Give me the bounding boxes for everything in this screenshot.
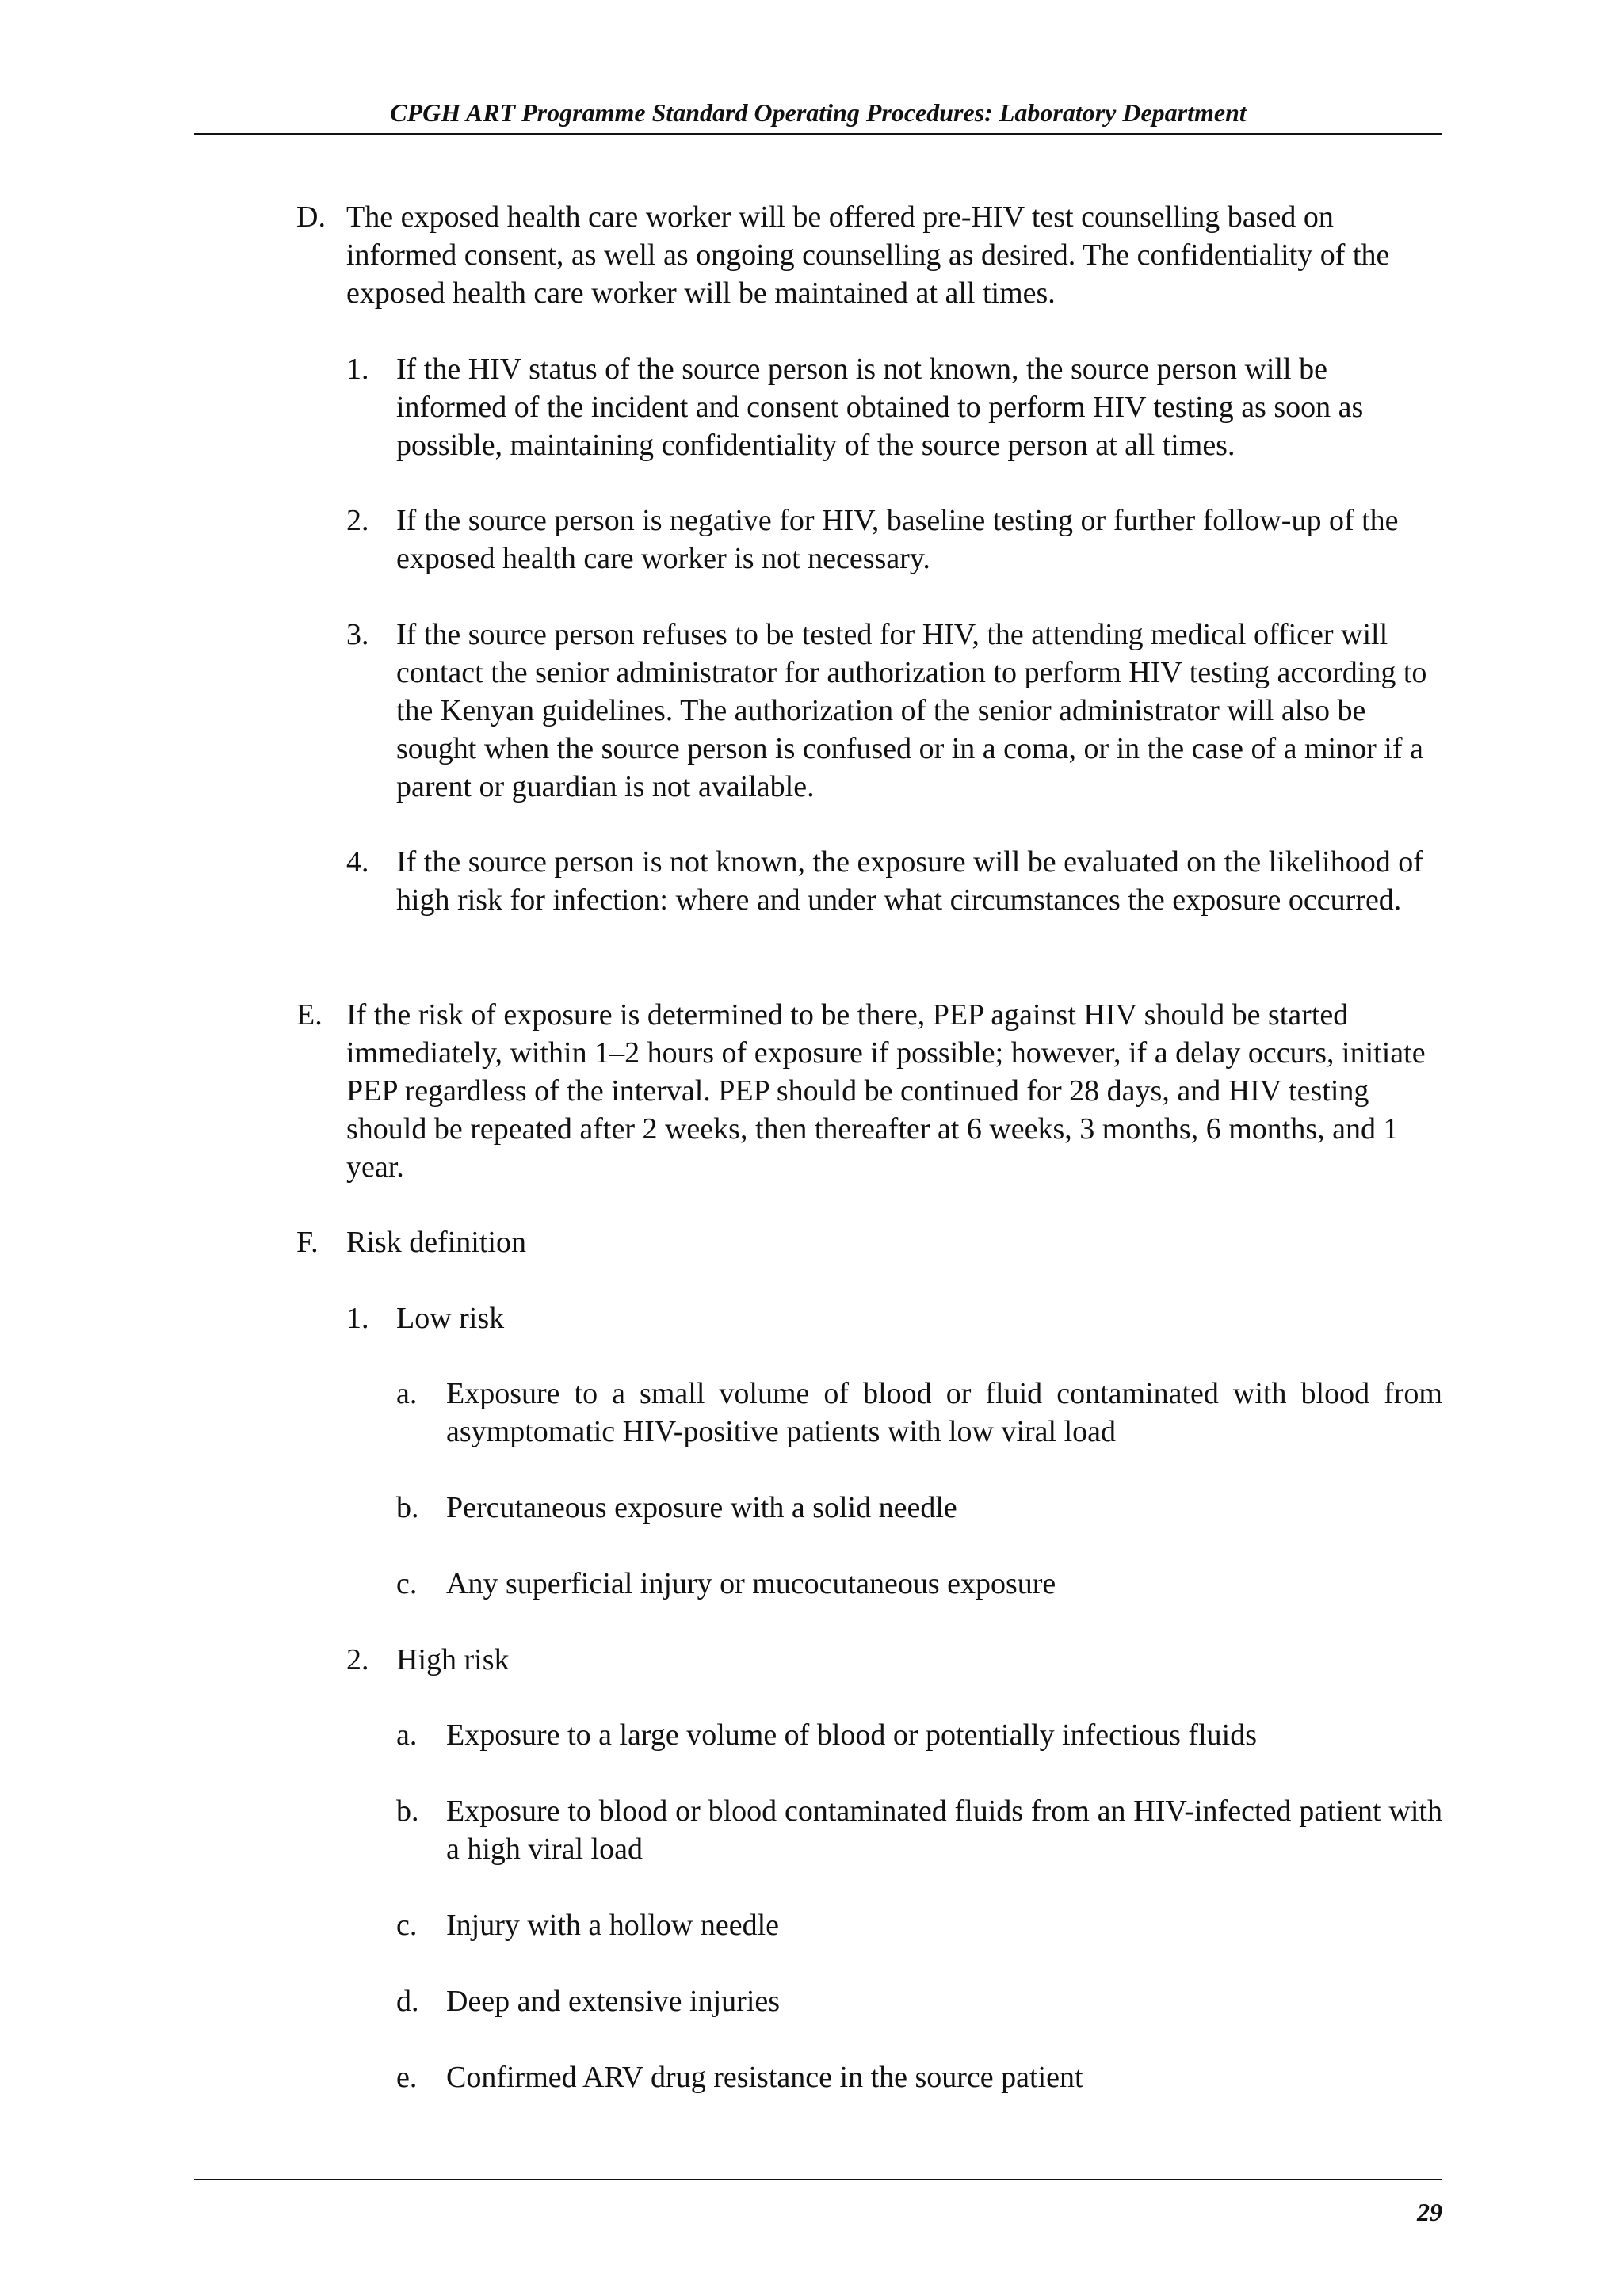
list-marker: a. bbox=[396, 1718, 418, 1752]
list-marker: b. bbox=[396, 1794, 419, 1828]
high-risk-item-d bbox=[396, 1982, 1442, 2020]
list-item-text: Exposure to a small volume of blood or fluid contaminated with blood from asymptomatic HIV-positive patients with low viral load bbox=[446, 1377, 1442, 1448]
list-marker: d. bbox=[396, 1985, 419, 2018]
low-risk-item-c bbox=[396, 1565, 1442, 1603]
list-item-text: Confirmed ARV drug resistance in the source patient bbox=[446, 2061, 1083, 2094]
list-item-text: If the HIV status of the source person is not known, the source person will be informed of the incident and consent obtained to perform HIV testing as soon as possible, maintaining confidentiality of the source person at all times. bbox=[396, 353, 1364, 462]
low-risk-heading bbox=[346, 1299, 1442, 1337]
high-risk-label: High risk bbox=[396, 1643, 510, 1676]
list-marker: 2. bbox=[346, 1643, 369, 1676]
high-risk-item-c bbox=[396, 1906, 1442, 1944]
section-e-marker: E. bbox=[296, 998, 323, 1032]
section-d-item-4 bbox=[346, 843, 1442, 919]
list-item-text: Exposure to a large volume of blood or potentially infectious fluids bbox=[446, 1718, 1257, 1752]
section-d-item-2 bbox=[346, 502, 1442, 578]
list-marker: b. bbox=[396, 1491, 419, 1524]
list-marker: a. bbox=[396, 1377, 418, 1410]
list-item-text: If the source person is negative for HIV, baseline testing or further follow-up of the exposed health care worker is not necessary. bbox=[396, 504, 1399, 575]
section-d-text: The exposed health care worker will be offered pre-HIV test counselling based on informed consent, as well as ongoing counselling as desired. The confidentiality of the exposed health care worker will be maintained at all times. bbox=[346, 200, 1390, 310]
section-f-marker: F. bbox=[296, 1226, 319, 1259]
list-marker: 3. bbox=[346, 618, 369, 651]
list-item-text: Exposure to blood or blood contaminated fluids from an HIV-infected patient with a high viral load bbox=[446, 1794, 1442, 1866]
list-marker: 4. bbox=[346, 845, 369, 879]
list-marker: c. bbox=[396, 1567, 418, 1600]
list-marker: 2. bbox=[346, 504, 369, 537]
high-risk-item-b bbox=[396, 1792, 1442, 1868]
high-risk-item-a bbox=[396, 1716, 1442, 1754]
list-item-text: If the source person is not known, the exposure will be evaluated on the likelihood of high risk for infection: where and under what circumstances the exposure occurred. bbox=[396, 845, 1423, 917]
list-item-text: Injury with a hollow needle bbox=[446, 1909, 780, 1942]
list-item-text: Percutaneous exposure with a solid needle bbox=[446, 1491, 957, 1524]
high-risk-item-e bbox=[396, 2058, 1442, 2096]
list-marker: 1. bbox=[346, 1302, 369, 1335]
section-d-marker: D. bbox=[296, 200, 326, 234]
list-item-text: Deep and extensive injuries bbox=[446, 1985, 781, 2018]
list-marker: e. bbox=[396, 2061, 418, 2094]
section-d-item-3 bbox=[346, 616, 1442, 806]
low-risk-item-b bbox=[396, 1489, 1442, 1527]
footer-rule bbox=[194, 2179, 1442, 2180]
list-marker: 1. bbox=[346, 353, 369, 386]
page-header-title: CPGH ART Programme Standard Operating Procedures: Laboratory Department bbox=[390, 98, 1247, 127]
section-d bbox=[296, 198, 1442, 312]
low-risk-item-a bbox=[396, 1375, 1442, 1451]
section-f-title: Risk definition bbox=[346, 1226, 526, 1259]
list-item-text: Any superficial injury or mucocutaneous exposure bbox=[446, 1567, 1056, 1600]
section-e bbox=[296, 996, 1442, 1186]
list-marker: c. bbox=[396, 1909, 418, 1942]
high-risk-heading bbox=[346, 1641, 1442, 1679]
header-rule bbox=[194, 133, 1442, 135]
low-risk-label: Low risk bbox=[396, 1302, 505, 1335]
section-d-item-1 bbox=[346, 350, 1442, 464]
section-e-text: If the risk of exposure is determined to be there, PEP against HIV should be started immediately, within 1–2 hours of exposure if possible; however, if a delay occurs, initiate PEP regardless of the interval. PEP should be continued for 28 days, and HIV testing should be repeated after 2 weeks, then thereafter at 6 weeks, 3 months, 6 months, and 1 year. bbox=[346, 998, 1426, 1184]
page-number: 29 bbox=[1417, 2198, 1442, 2226]
section-f bbox=[296, 1223, 1442, 1261]
list-item-text: If the source person refuses to be tested for HIV, the attending medical officer will contact the senior administrator for authorization to perform HIV testing according to the Kenyan guidelines. The authorization of the senior administrator will also be sought when the source person is confused or in a coma, or in the case of a minor if a parent or guardian is not available. bbox=[396, 618, 1427, 803]
